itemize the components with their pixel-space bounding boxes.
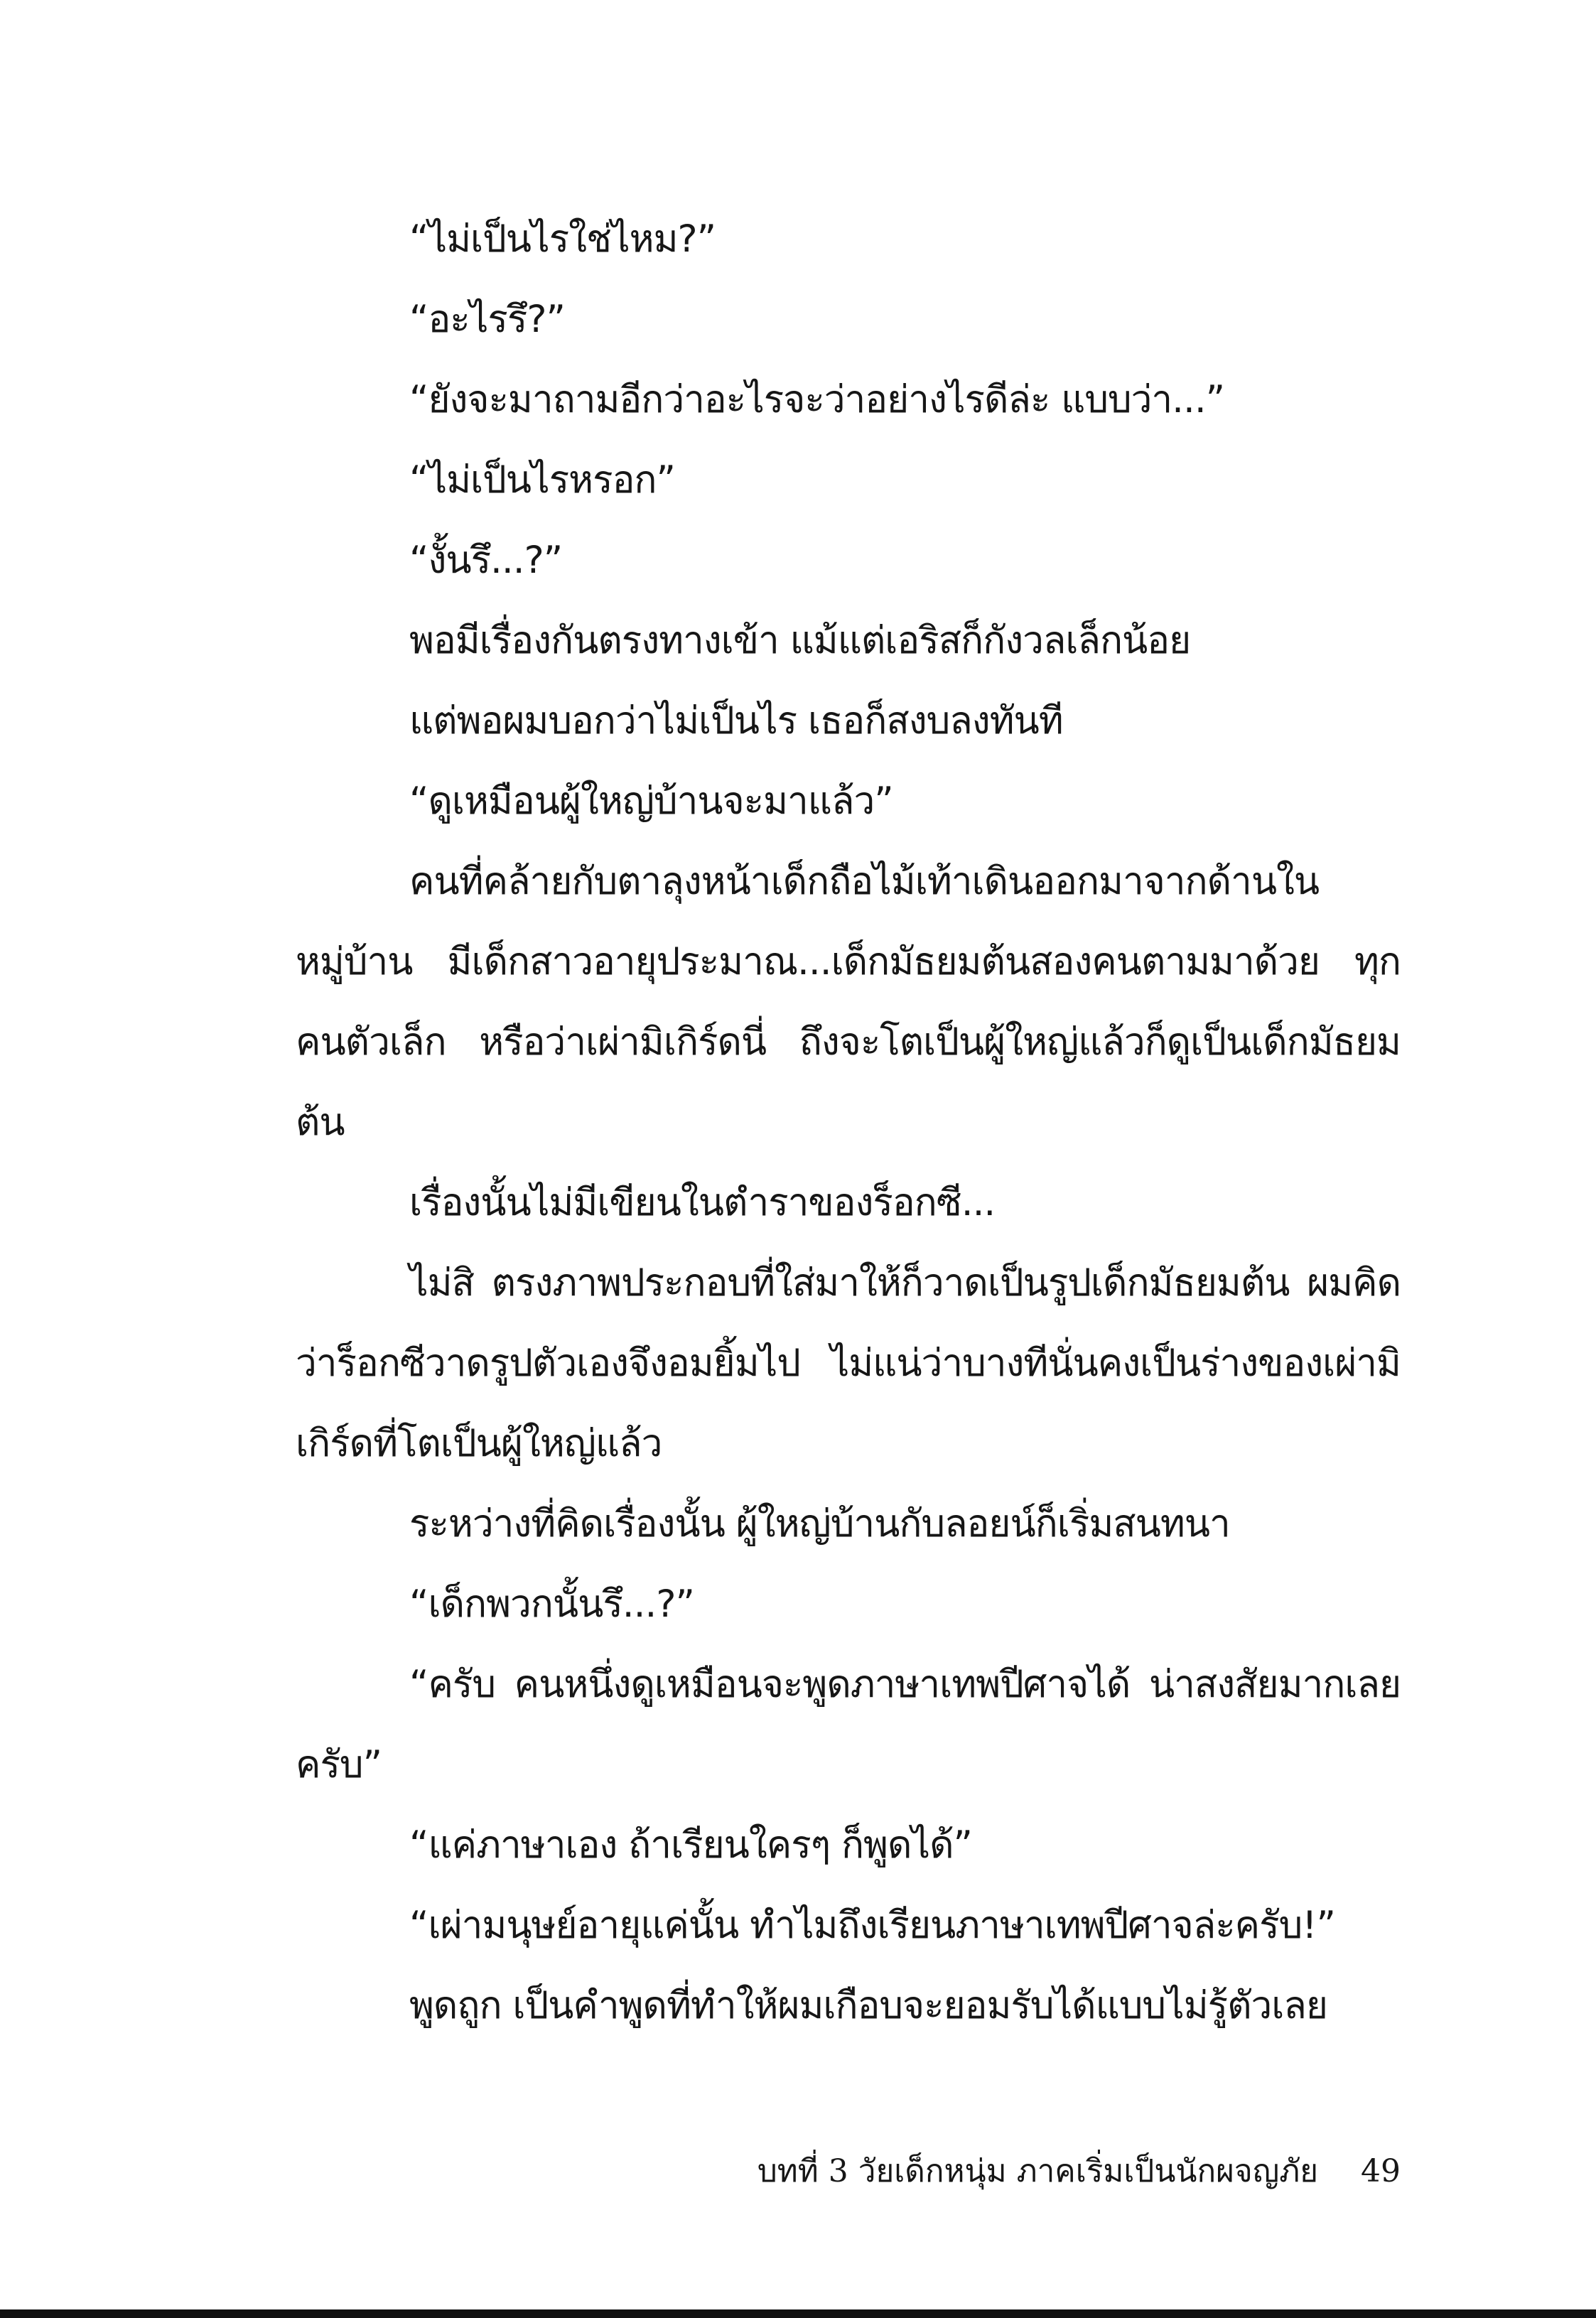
- paragraph: “ไม่เป็นไรหรอก”: [409, 458, 675, 502]
- running-head: บทที่ 3 วัยเด็กหนุ่ม ภาคเริ่มเป็นนักผจญภัย: [757, 2153, 1318, 2189]
- paragraph: คนที่คล้ายกับตาลุงหน้าเด็กถือไม้เท้าเดินออกมาจากด้านในหมู่บ้าน มีเด็กสาวอายุประมาณ...เด็กมัธยมต้นสองคนตามมาด้วย ทุกคนตัวเล็ก หรือว่าเผ่ามิเกิร์ดนี่ ถึงจะโตเป็นผู้ใหญ่แล้วก็ดูเป็นเด็กมัธยมต้น: [296, 860, 1401, 1144]
- page-footer: [711, 2146, 1401, 2196]
- paragraph: “ดูเหมือนผู้ใหญ่บ้านจะมาแล้ว”: [409, 780, 893, 823]
- paragraph: “ยังจะมาถามอีกว่าอะไรจะว่าอย่างไรดีล่ะ แบบว่า...”: [409, 378, 1225, 421]
- paragraph: แต่พอผมบอกว่าไม่เป็นไร เธอก็สงบลงทันที: [409, 699, 1063, 743]
- paragraph: “เผ่ามนุษย์อายุแค่นั้น ทำไมถึงเรียนภาษาเทพปีศาจล่ะครับ!”: [409, 1904, 1335, 1947]
- bottom-border: [0, 2309, 1596, 2318]
- paragraph: “เด็กพวกนั้นรึ...?”: [409, 1583, 694, 1626]
- paragraph: ไม่สิ ตรงภาพประกอบที่ใส่มาให้ก็วาดเป็นรูปเด็กมัธยมต้น ผมคิดว่าร็อกซีวาดรูปตัวเองจึงอมยิ้มไป ไม่แน่ว่าบางทีนั่นคงเป็นร่างของเผ่ามิเกิร์ดที่โตเป็นผู้ใหญ่แล้ว: [296, 1261, 1401, 1465]
- paragraph: “ไม่เป็นไรใช่ไหม?”: [409, 217, 716, 261]
- paragraph: ระหว่างที่คิดเรื่องนั้น ผู้ใหญ่บ้านกับลอยน์ก็เริ่มสนทนา: [409, 1502, 1230, 1546]
- paragraph: พูดถูก เป็นคำพูดที่ทำให้ผมเกือบจะยอมรับได้แบบไม่รู้ตัวเลย: [409, 1984, 1327, 2027]
- paragraph: “แค่ภาษาเอง ถ้าเรียนใครๆ ก็พูดได้”: [409, 1823, 972, 1867]
- paragraph: เรื่องนั้นไม่มีเขียนในตำราของร็อกซี...: [409, 1181, 996, 1224]
- paragraph: “อะไรรึ?”: [409, 298, 565, 341]
- body-text: [296, 199, 1401, 2046]
- paragraph: “งั้นรึ...?”: [409, 539, 563, 582]
- paragraph: “ครับ คนหนึ่งดูเหมือนจะพูดภาษาเทพปีศาจได้ น่าสงสัยมากเลยครับ”: [296, 1663, 1401, 1786]
- paragraph: พอมีเรื่องกันตรงทางเข้า แม้แต่เอริสก็กังวลเล็กน้อย: [409, 619, 1191, 662]
- page-number: 49: [1361, 2153, 1401, 2189]
